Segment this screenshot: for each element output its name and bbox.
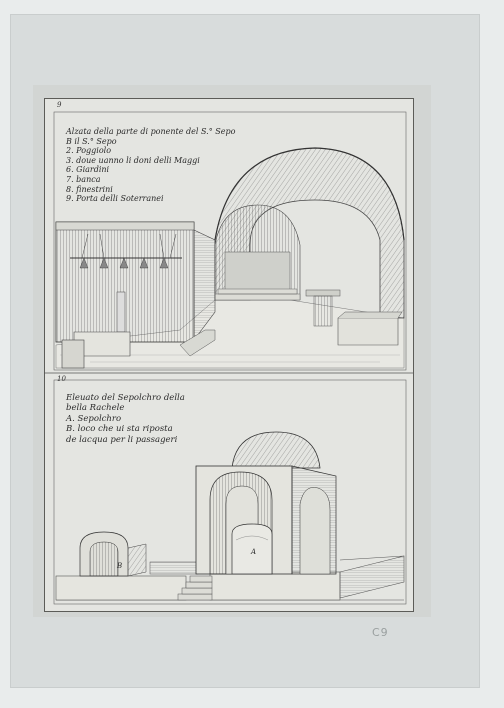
caption-line: bella Rachele: [66, 403, 125, 414]
caption-line: 8. finestrini: [66, 184, 113, 194]
caption-line: A. Sepolchro: [66, 413, 122, 424]
caption-line: Eleuato del Sepolchro della: [66, 393, 185, 403]
caption-line: de lacqua per li passageri: [66, 434, 178, 445]
caption-line: 7. banca: [66, 174, 101, 184]
plate-number-bottom: 10: [57, 375, 66, 383]
caption-line: 3. doue uanno li doni delli Maggi: [66, 155, 200, 165]
top-caption: [66, 127, 235, 204]
caption-line: Alzata della parte di ponente del S.° Sepo: [66, 127, 236, 136]
plate-number-top: 9: [57, 101, 62, 109]
caption-line: 9. Porta delli Soterranei: [66, 194, 164, 204]
bottom-caption: [66, 393, 185, 445]
pencil-mark: C9: [372, 626, 389, 639]
caption-line: 2. Poggiolo: [66, 146, 112, 156]
caption-line: B il S.° Sepo: [66, 136, 117, 146]
letter-b-label: B: [117, 562, 123, 570]
rachel-tomb-drawing: [56, 432, 404, 600]
caption-line: 6. Giardini: [66, 165, 110, 175]
caption-line: B. loco che ui sta riposta: [66, 424, 173, 435]
letter-a-label: A: [251, 548, 257, 556]
